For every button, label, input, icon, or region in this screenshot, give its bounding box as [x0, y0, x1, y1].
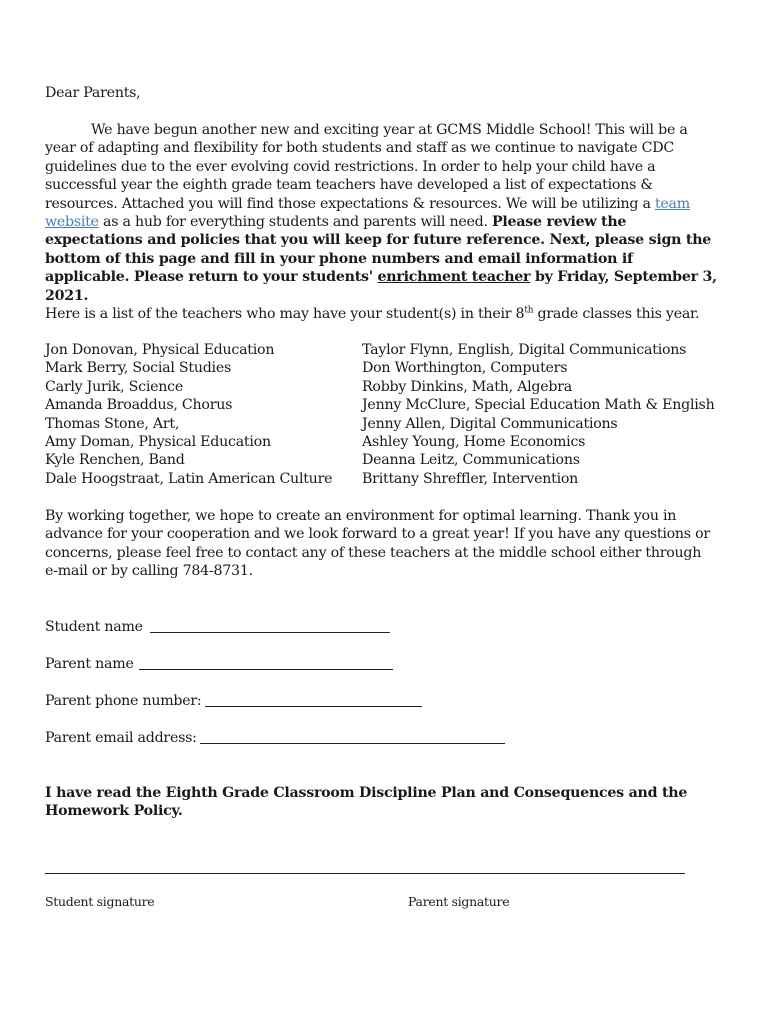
- closing-paragraph: By working together, we hope to create an environment for optimal learning. Thank you in advance for your cooperation and we look forward to a great year! If you have any questions or concerns, please feel free to contact any of these teachers at the middle school either through e-mail or by calling 784-8731.: [45, 508, 710, 580]
- student-name-label: Student name: [45, 619, 143, 635]
- teacher-entry: Taylor Flynn, English, Digital Communications: [362, 342, 687, 358]
- teacher-entry: Jon Donovan, Physical Education: [45, 342, 275, 358]
- student-signature-label: Student signature: [45, 894, 155, 909]
- teacher-entry: Jenny Allen, Digital Communications: [362, 415, 618, 432]
- teacher-entry: Ashley Young, Home Economics: [362, 434, 586, 451]
- teacher-entry: Kyle Renchen, Band: [45, 452, 185, 469]
- teacher-entry: Amanda Broaddus, Chorus: [45, 397, 233, 414]
- teacher-entry: Jenny McClure, Special Education Math & English: [362, 397, 715, 414]
- enrichment-teacher-text: enrichment teacher: [377, 269, 531, 286]
- teacher-entry: Amy Doman, Physical Education: [45, 434, 271, 451]
- teacher-entry: Carly Jurik, Science: [45, 378, 183, 395]
- ordinal-suffix: th: [524, 305, 534, 316]
- intro-bold-text-1: Please review the expectations and policies that you will keep for future reference. Next, please sign the bottom of this page and fill in your phone numbers and email information if applicable. Please return to your students': [45, 214, 712, 286]
- acknowledgement-statement: I have read the Eighth Grade Classroom Discipline Plan and Consequences and the Homework Policy.: [45, 785, 688, 820]
- teacher-list-right: [362, 341, 714, 488]
- parent-email-field[interactable]: [200, 743, 505, 744]
- intro-bold-text-2: by Friday, September 3, 2021.: [45, 269, 717, 304]
- teacher-list-intro: [45, 305, 699, 323]
- intro-text-1: We have begun another new and exciting year at GCMS Middle School! This will be a year of adapting and flexibility for both students and staff as we continue to navigate CDC guidelines due to the ever evolving covid restrictions. In order to help your child have a successful year the eighth grade team teachers have developed a list of expectations & resources. Attached you will find those expectations & resources. We will be utilizing a: [45, 122, 688, 212]
- team-website-link[interactable]: team website: [45, 195, 690, 231]
- teacher-entry: Mark Berry, Social Studies: [45, 360, 232, 377]
- intro-text-2: as a hub for everything students and parents will need.: [98, 214, 492, 231]
- parent-signature-label: Parent signature: [408, 894, 510, 909]
- parent-name-label: Parent name: [45, 656, 134, 672]
- parent-email-label: Parent email address:: [45, 730, 197, 746]
- parent-phone-field[interactable]: [205, 706, 422, 707]
- parent-name-field[interactable]: [139, 669, 393, 670]
- greeting: Dear Parents,: [45, 85, 141, 101]
- parent-phone-label: Parent phone number:: [45, 693, 202, 709]
- intro-paragraph: [45, 121, 717, 305]
- teacher-entry: Brittany Shreffler, Intervention: [362, 470, 579, 487]
- teacher-intro-text: Here is a list of the teachers who may have your student(s) in their 8: [45, 306, 525, 322]
- teacher-list-left: [45, 341, 332, 488]
- teacher-entry: Deanna Leitz, Communications: [362, 452, 580, 469]
- teacher-entry: Thomas Stone, Art,: [45, 415, 180, 432]
- teacher-entry: Robby Dinkins, Math, Algebra: [362, 378, 572, 395]
- teacher-entry: Don Worthington, Computers: [362, 360, 568, 377]
- signature-line[interactable]: [45, 873, 685, 874]
- teacher-intro-text-end: grade classes this year.: [533, 306, 700, 322]
- student-name-field[interactable]: [150, 632, 390, 633]
- teacher-entry: Dale Hoogstraat, Latin American Culture: [45, 470, 333, 487]
